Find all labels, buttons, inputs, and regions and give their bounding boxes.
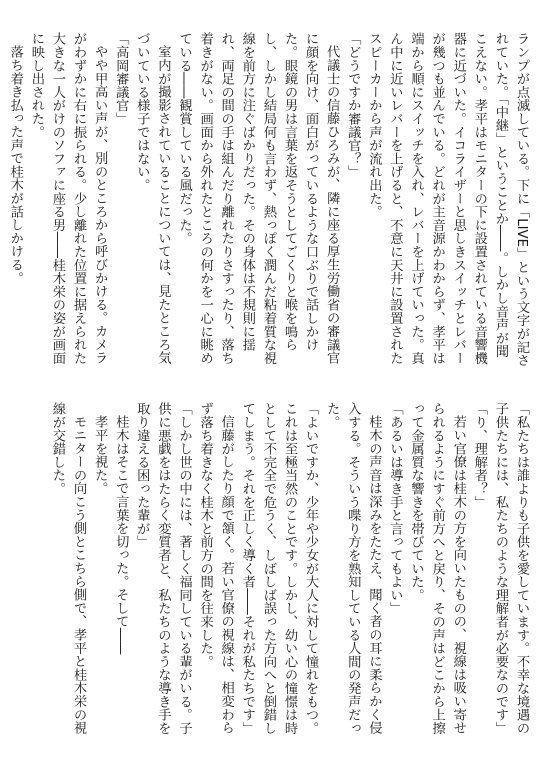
paragraph: 桂木の声音は深みをたたえ、聞く者の耳に柔らかく侵入する。そういう喋り方を熟知している人間の発声だった。 <box>324 402 382 735</box>
upper-text-block <box>7 32 532 370</box>
paragraph: 「あるいは導き手と言ってもよい」 <box>387 402 403 615</box>
paragraph: ランプが点滅している。下に「LIVE」という文字が記されていた。「中継」ということか――。しかし音声が聞こえない。孝平はモニターの下に設置されている音響機器に近づいた。イコライザーと思しきスイッチとレバーが幾つも並んでいる。どれが主音源かわからず、孝平は端から順にスイッチを入れ、レバーを上げていった。真ん中に近いレバーを上げると、不意に天井に設置されたスピーカーから声が流れ出た。 <box>366 32 529 367</box>
paragraph: 代議士の信藤ひろみが、隣に座る厚生労働省の審議官に顔を向け、面白がっているような口ぶりで話しかけた。眼鏡の男は言葉を返そうとしてごくりと喉を鳴らし、しかし結局何も言わず、熱っぽく潤んだ粘着質な視線を前方に注ぐばかりだった。その身体は不規則に揺れ、両足の間の手は組んだり離れたりさすったり、落ち着きがない。画面から外れたところの何かを一心に眺めている――観賞している風だった。 <box>176 32 340 365</box>
paragraph: 「よいですか、少年や少女が大人に対して憧れをもつ。これは至極当然のことです。しかし、幼い心の憧憬は時として不完全で危うく、しばしば誤った方向へと倒錯してしまう。それを正しく導く者――それが私たちです」 <box>239 402 319 735</box>
paragraph: 「り、理解者？」 <box>471 402 487 509</box>
paragraph: 桂木はそこで言葉を切った。そして―― <box>113 415 129 655</box>
paragraph: 「高岡審議官」 <box>113 32 129 126</box>
paragraph: 孝平を視た。 <box>92 415 108 496</box>
paragraph: 「私たちは誰よりも子供を愛しています。不幸な境遇の子供たちには、私たちのような理解者が必要なのです」 <box>492 402 529 735</box>
paragraph: 若い官僚は桂木の方を向いたものの、視線は吸い寄せられるようにすぐ前方へと戻り、その声はどこから上擦って金属質な響きを帯びていた。 <box>408 402 466 735</box>
paragraph: 落ち着き払った声で桂木が話しかける。 <box>7 45 23 285</box>
paragraph: 「どうですか審議官？」 <box>345 32 361 179</box>
paragraph: 「しかし世の中には、著しく福同している輩がいる。子供に悪戯をはたらく変質者と、私たちのような導き手を取り違える困った輩が」 <box>134 402 192 735</box>
paragraph: モニターの向こう側とこちら側で、孝平と桂木栄の視線が交錯した。 <box>49 402 87 735</box>
lower-text-block <box>12 402 532 744</box>
paragraph: 室内が撮影されていることについては、見たところ気づいている様子ではない。 <box>134 32 171 365</box>
paragraph: 信藤がしたり顔で頷く。若い官僚の視線は、相変わらず落ち着きなく桂木と前方の間を往来した。 <box>197 402 234 735</box>
paragraph: やや甲高い声が、別のところから呼びかける。カメラがわずかに右に振られる。少し離れた位置に据えられた大きな一人がけのソファに座る男――桂木栄の姿が画面に映し出された。 <box>28 32 108 365</box>
